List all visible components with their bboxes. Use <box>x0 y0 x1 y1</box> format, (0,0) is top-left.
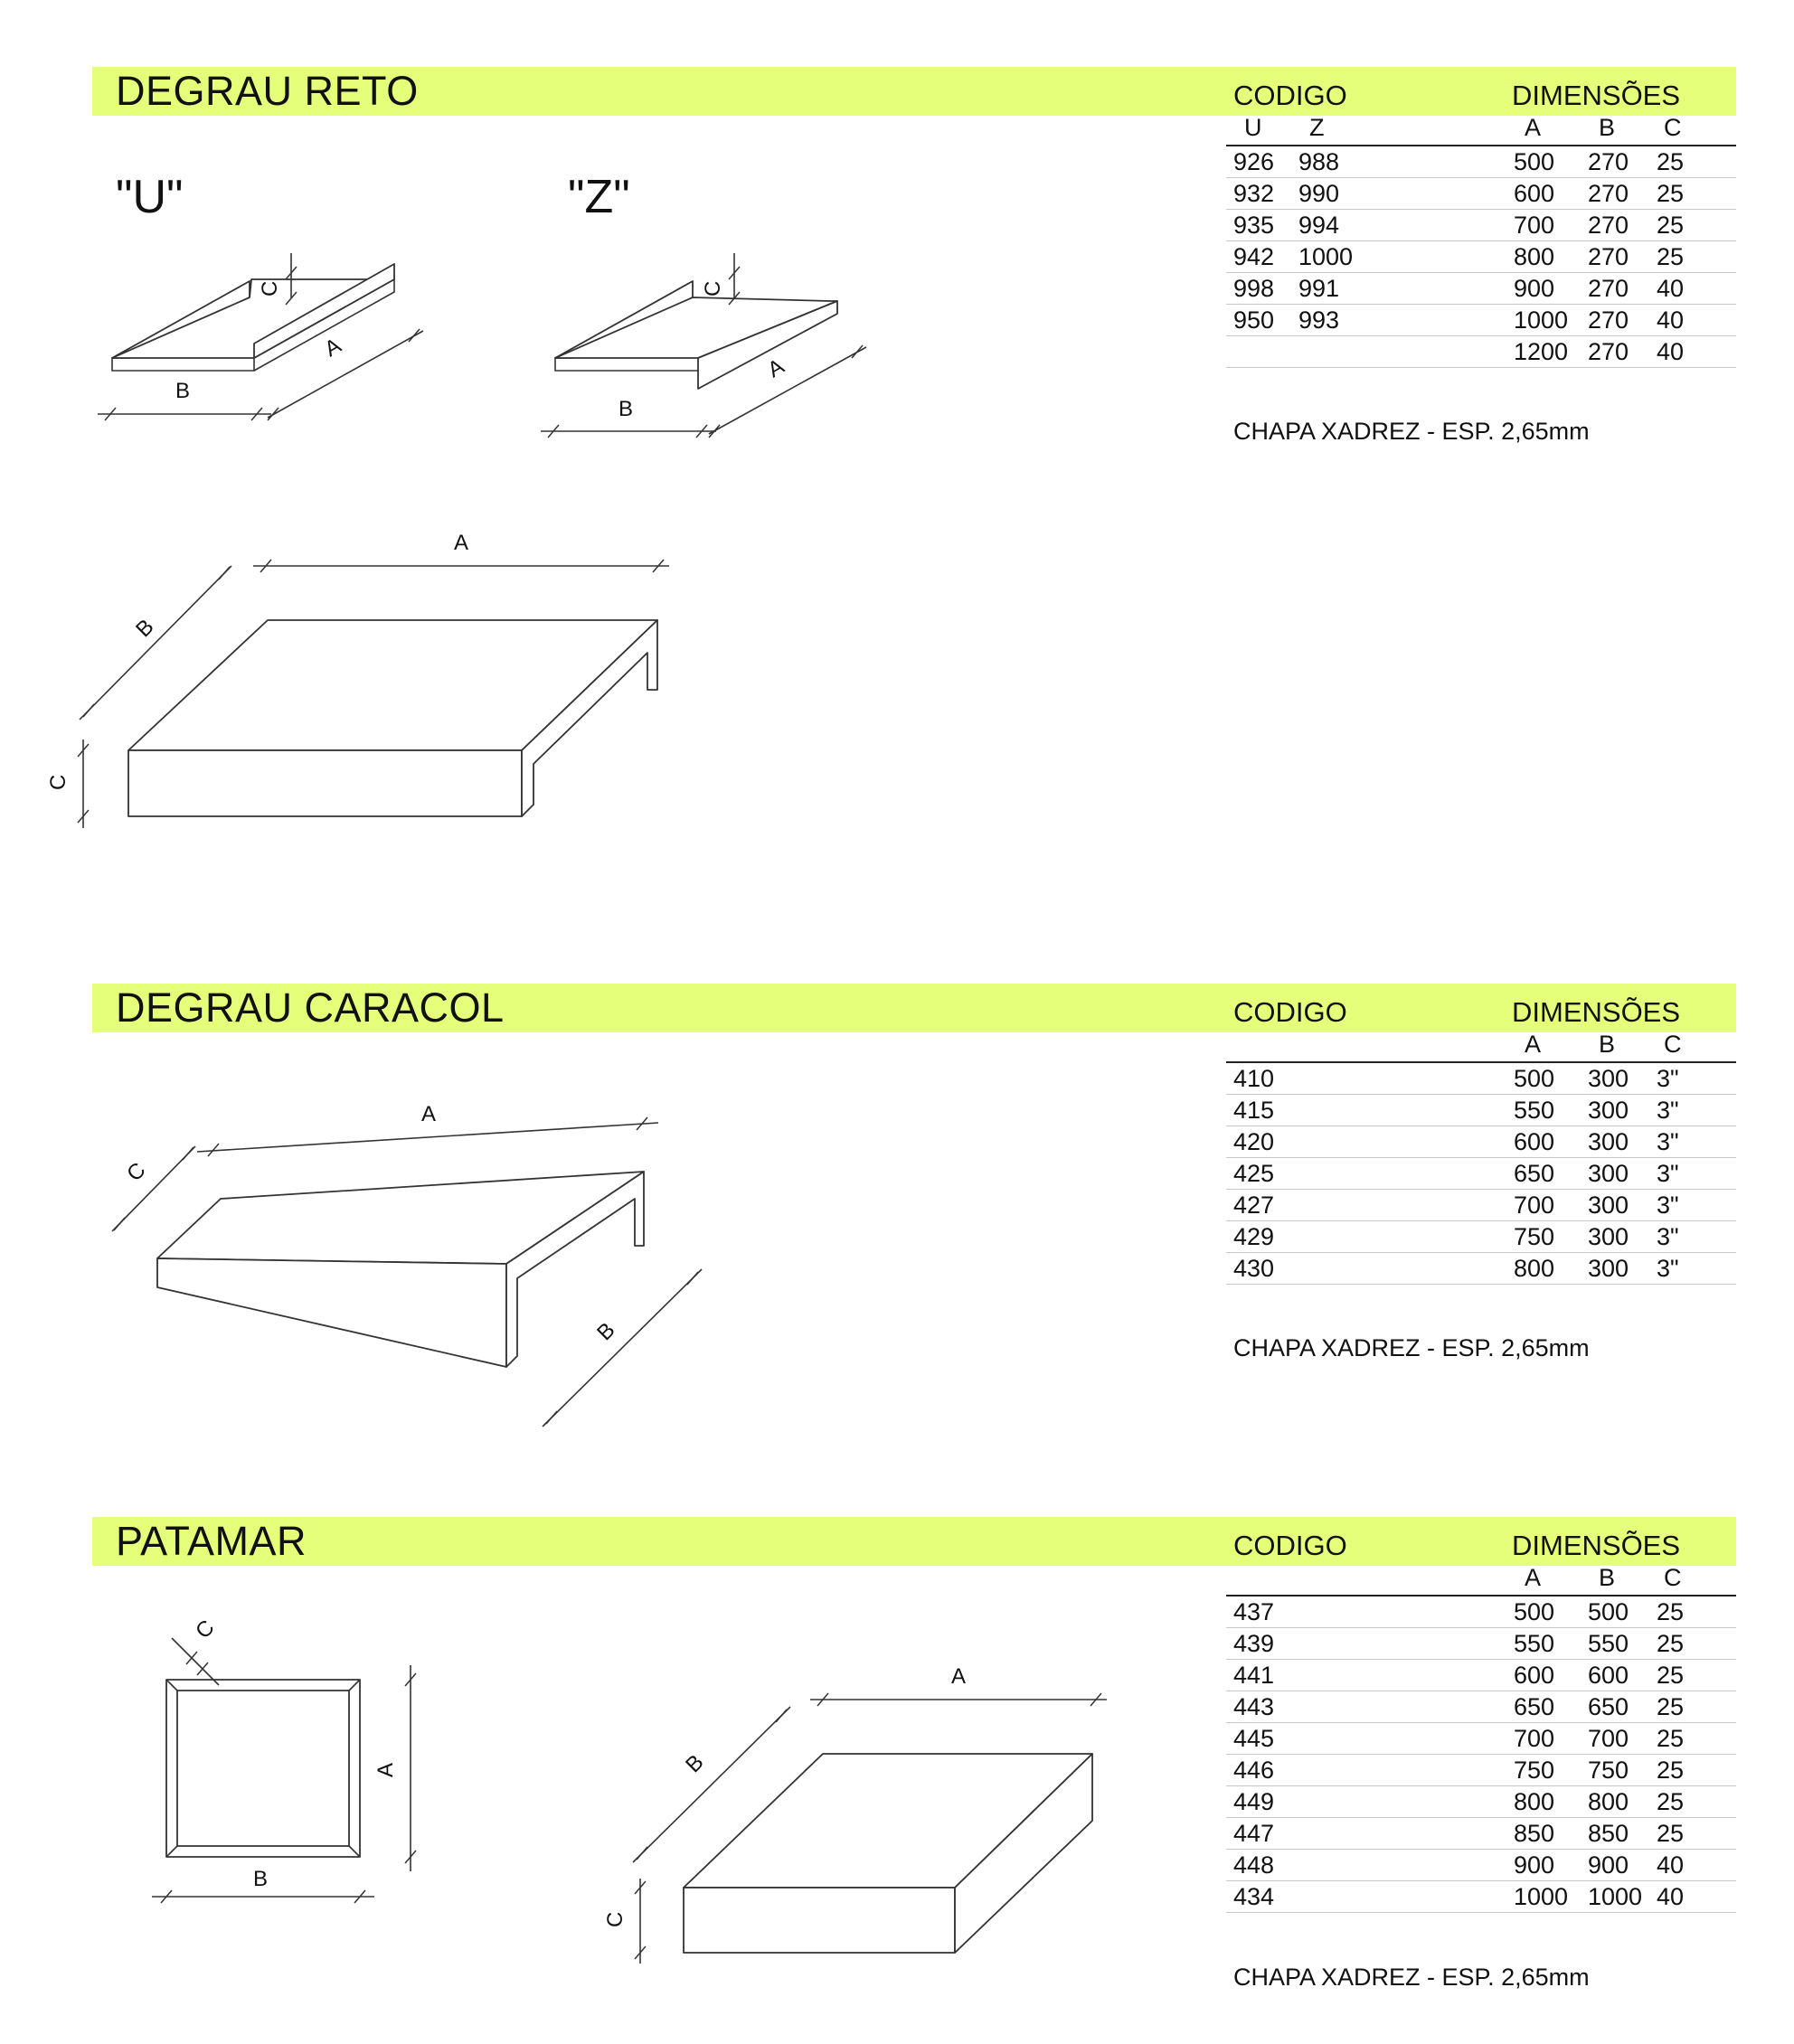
codigo-header: CODIGO <box>1233 1530 1347 1561</box>
dim-c-label: C <box>46 774 71 790</box>
dim-c-label: C <box>701 280 725 297</box>
table-row: 427 700 300 3" <box>1226 1190 1736 1221</box>
section-title: DEGRAU RETO <box>116 68 419 114</box>
dim-b-label: B <box>253 1867 269 1891</box>
table-row: 935 994 700 270 25 <box>1226 210 1736 241</box>
dim-b-label: B <box>175 379 191 403</box>
table-row: 950 993 1000 270 40 <box>1226 305 1736 336</box>
table-row: 932 990 600 270 25 <box>1226 178 1736 210</box>
degrau-z-profile-drawing <box>541 253 866 438</box>
table-row: 425 650 300 3" <box>1226 1158 1736 1190</box>
table-row: 439 550 550 25 <box>1226 1628 1736 1660</box>
table-row: 420 600 300 3" <box>1226 1126 1736 1158</box>
col-b: B <box>1599 114 1616 141</box>
dim-b-label: B <box>592 1317 620 1346</box>
dim-b-label: B <box>618 397 634 421</box>
table-row: 449 800 800 25 <box>1226 1786 1736 1818</box>
dim-a-label: A <box>763 353 788 383</box>
table-row: 441 600 600 25 <box>1226 1660 1736 1691</box>
section-title: PATAMAR <box>116 1518 307 1564</box>
dim-c-label: C <box>603 1911 628 1927</box>
col-c: C <box>1664 114 1682 141</box>
material-note: CHAPA XADREZ - ESP. 2,65mm <box>1233 1964 1590 1991</box>
table-row: 942 1000 800 270 25 <box>1226 241 1736 273</box>
degrau-reto-iso-drawing <box>46 531 669 828</box>
material-note: CHAPA XADREZ - ESP. 2,65mm <box>1233 418 1590 445</box>
table-row: 1200 270 40 <box>1226 336 1736 368</box>
table-row: 429 750 300 3" <box>1226 1221 1736 1253</box>
table-row: 410 500 300 3" <box>1226 1063 1736 1095</box>
dim-a-label: A <box>951 1664 967 1689</box>
patamar-iso-drawing <box>603 1664 1107 1964</box>
table-row: 445 700 700 25 <box>1226 1723 1736 1755</box>
dim-b-label: B <box>131 614 159 643</box>
material-note: CHAPA XADREZ - ESP. 2,65mm <box>1233 1334 1590 1361</box>
col-a: A <box>1525 1564 1542 1591</box>
variant-u-label: "U" <box>116 171 184 223</box>
dim-a-label: A <box>373 1762 398 1777</box>
codigo-header: CODIGO <box>1233 80 1347 111</box>
col-a: A <box>1525 1031 1542 1058</box>
col-b: B <box>1599 1564 1616 1591</box>
variant-z-label: "Z" <box>568 171 630 223</box>
dim-a-label: A <box>454 531 469 555</box>
degrau-caracol-drawing <box>112 1102 702 1427</box>
dim-c-label: C <box>191 1615 220 1644</box>
table-row: 434 1000 1000 40 <box>1226 1881 1736 1913</box>
table-row: 998 991 900 270 40 <box>1226 273 1736 305</box>
table-row: 443 650 650 25 <box>1226 1691 1736 1723</box>
col-z: Z <box>1309 114 1325 141</box>
col-a: A <box>1525 114 1542 141</box>
dim-b-label: B <box>681 1749 709 1778</box>
dim-a-label: A <box>320 333 345 363</box>
table-row: 430 800 300 3" <box>1226 1253 1736 1285</box>
table-row: 415 550 300 3" <box>1226 1095 1736 1126</box>
col-u: U <box>1244 114 1262 141</box>
table-row: 448 900 900 40 <box>1226 1850 1736 1881</box>
col-b: B <box>1599 1031 1616 1058</box>
table-row: 447 850 850 25 <box>1226 1818 1736 1850</box>
patamar-plan-drawing <box>152 1615 416 1903</box>
dimensoes-header: DIMENSÕES <box>1512 1530 1681 1561</box>
col-c: C <box>1664 1564 1682 1591</box>
dim-c-label: C <box>122 1157 151 1187</box>
dim-c-label: C <box>258 280 282 297</box>
table-row: 926 988 500 270 25 <box>1226 146 1736 178</box>
dimensoes-header: DIMENSÕES <box>1512 996 1681 1028</box>
dim-a-label: A <box>421 1102 437 1126</box>
codigo-header: CODIGO <box>1233 996 1347 1028</box>
dimensoes-header: DIMENSÕES <box>1512 80 1681 111</box>
degrau-u-profile-drawing <box>98 253 423 420</box>
col-c: C <box>1664 1031 1682 1058</box>
table-row: 446 750 750 25 <box>1226 1755 1736 1786</box>
section-title: DEGRAU CARACOL <box>116 984 505 1031</box>
table-row: 437 500 500 25 <box>1226 1597 1736 1628</box>
